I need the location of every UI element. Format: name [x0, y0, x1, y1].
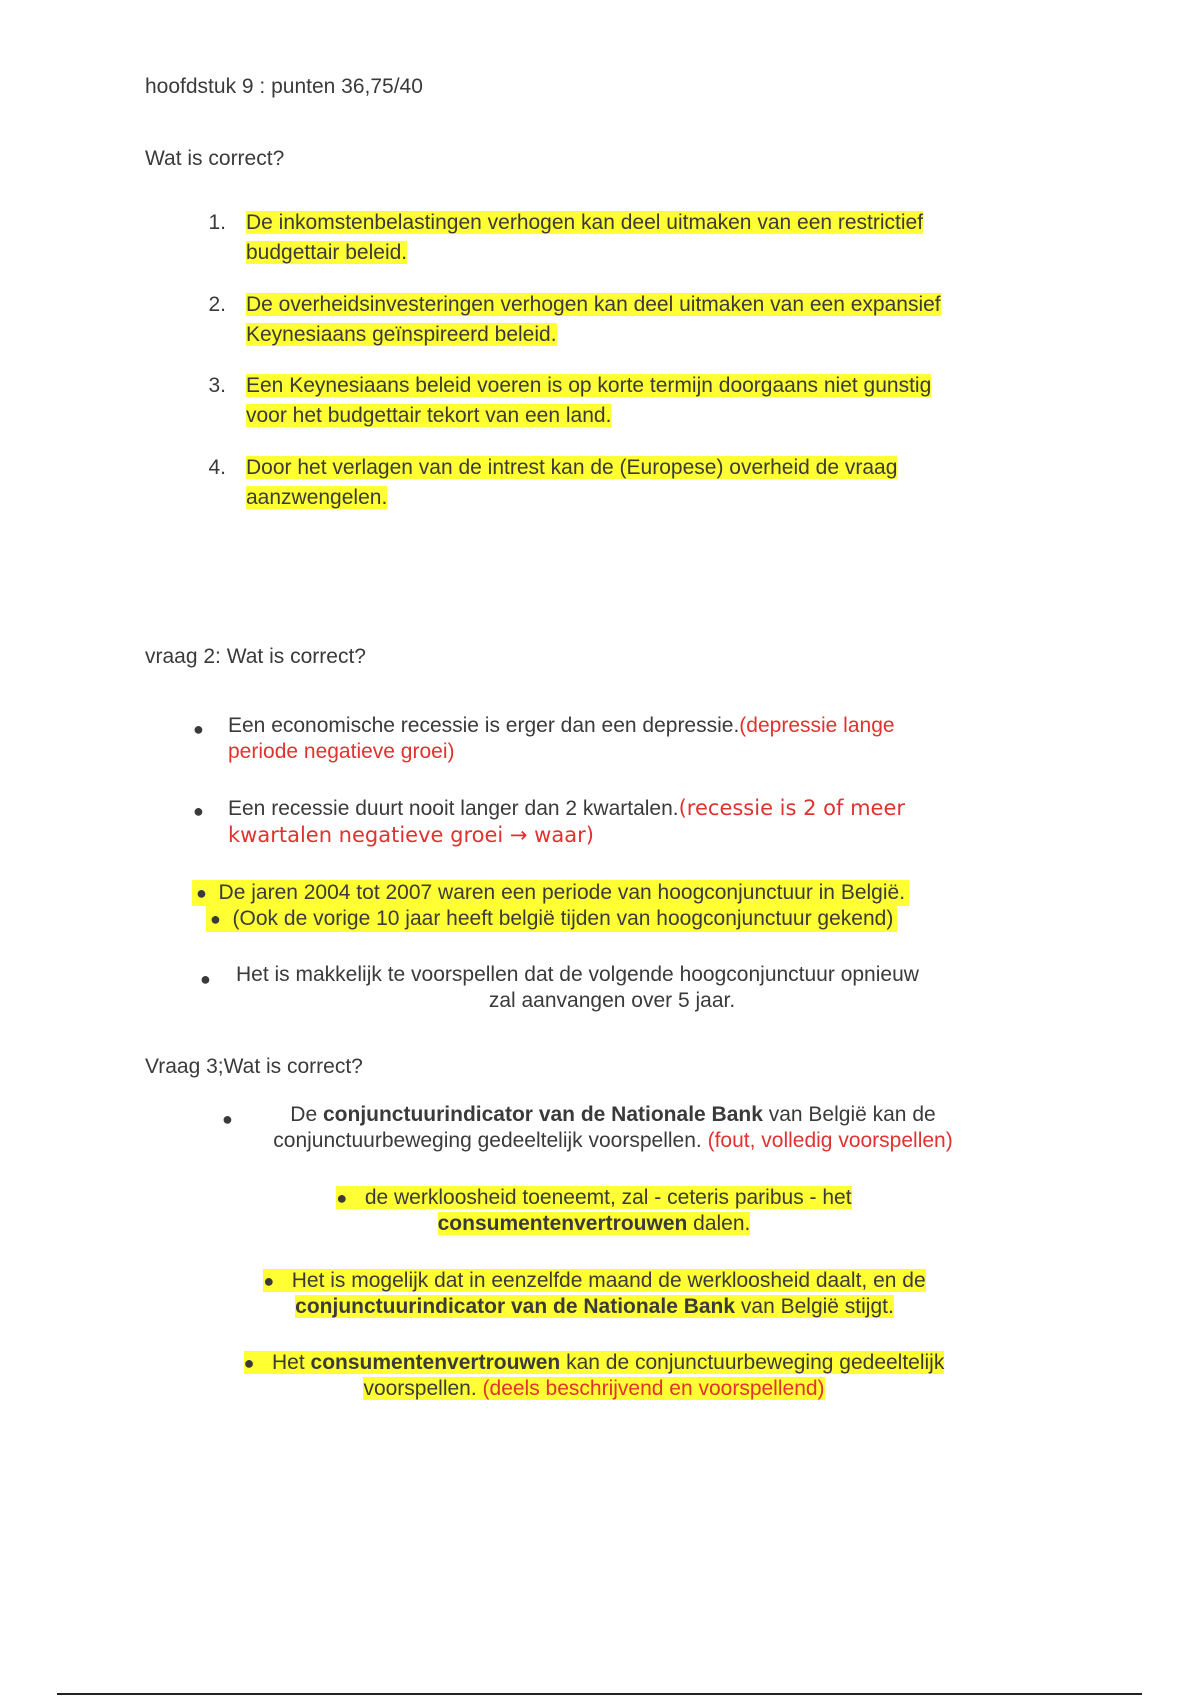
option-text: dalen.: [687, 1212, 751, 1235]
option-text-line: budgettair beleid.: [246, 241, 408, 264]
option-text-line: Door het verlagen van de intrest kan de (Europese) overheid de vraag: [246, 456, 898, 479]
option-text: Een recessie duurt nooit langer dan 2 kwartalen.: [228, 797, 679, 820]
option-text: kan de conjunctuurbeweging gedeeltelijk: [560, 1351, 945, 1374]
list-number: 3.: [208, 374, 226, 397]
list-number: 2.: [208, 293, 226, 316]
answer-note: kwartalen negatieve groei → waar): [228, 823, 594, 847]
bullet-icon: ●: [222, 1109, 233, 1129]
option-text: Het is mogelijk dat in eenzelfde maand de werkloosheid daalt, en de: [291, 1269, 926, 1292]
list-number: 4.: [208, 456, 226, 479]
option-text-line: zal aanvangen over 5 jaar.: [488, 989, 736, 1012]
option-text-bold: conjunctuurindicator van de Nationale Bank: [322, 1103, 763, 1126]
list-item: [304, 1185, 884, 1237]
bullet-icon: ●: [200, 969, 211, 989]
option-text-line: De overheidsinvesteringen verhogen kan deel uitmaken van een expansief: [246, 293, 941, 316]
option-text: voorspellen.: [363, 1377, 483, 1400]
list-item: [228, 795, 905, 849]
answer-note: periode negatieve groei): [228, 740, 455, 763]
bullet-icon: ●: [193, 719, 204, 739]
list-item: [246, 290, 941, 350]
list-item: [236, 962, 988, 1014]
list-item: [246, 208, 923, 268]
question-1-title: Wat is correct?: [145, 147, 285, 170]
option-text-line: Een Keynesiaans beleid voeren is op korte termijn doorgaans niet gunstig: [246, 374, 932, 397]
option-text: De jaren 2004 tot 2007 waren een periode van hoogconjunctuur in België.: [218, 881, 906, 904]
question-3-title: Vraag 3;Wat is correct?: [145, 1055, 363, 1078]
list-number: 1.: [208, 211, 226, 234]
bullet-icon: ●: [196, 883, 207, 903]
answer-note: (depressie lange: [739, 714, 895, 737]
option-text-line: Keynesiaans geïnspireerd beleid.: [246, 323, 557, 346]
bullet-icon: ●: [336, 1188, 348, 1208]
list-item: [246, 453, 897, 513]
option-text: van België kan de: [762, 1103, 936, 1126]
option-text-line: De inkomstenbelastingen verhogen kan deel uitmaken van een restrictief: [246, 211, 924, 234]
option-text: van België stijgt.: [735, 1295, 894, 1318]
question-2-title: vraag 2: Wat is correct?: [145, 645, 366, 668]
answer-note: (deels beschrijvend en voorspellend): [482, 1377, 825, 1400]
list-item: [192, 880, 909, 906]
option-text: (Ook de vorige 10 jaar heeft belgië tijden van hoogconjunctuur gekend): [232, 907, 894, 930]
option-text-line: aanzwengelen.: [246, 486, 388, 509]
option-text-bold: consumentenvertrouwen: [437, 1212, 688, 1235]
option-text-bold: consumentenvertrouwen: [310, 1351, 561, 1374]
list-item: [238, 1102, 988, 1154]
list-item: [202, 1350, 986, 1402]
option-text-bold: conjunctuurindicator van de Nationale Bank: [295, 1295, 736, 1318]
bullet-icon: ●: [243, 1353, 255, 1373]
page-title: hoofdstuk 9 : punten 36,75/40: [145, 75, 423, 98]
option-text: Het: [272, 1351, 311, 1374]
page-bottom-divider: [57, 1693, 1142, 1695]
list-item: [206, 906, 897, 932]
list-item: [246, 371, 931, 431]
option-text-line: voor het budgettair tekort van een land.: [246, 404, 612, 427]
option-text: Een economische recessie is erger dan een depressie.: [228, 714, 740, 737]
answer-note: (recessie is 2 of meer: [678, 796, 906, 820]
answer-note: (fout, volledig voorspellen): [707, 1129, 953, 1152]
list-item: [228, 713, 895, 765]
option-text-line: Het is makkelijk te voorspellen dat de volgende hoogconjunctuur opnieuw: [236, 963, 919, 986]
bullet-icon: ●: [210, 909, 221, 929]
option-text: conjunctuurbeweging gedeeltelijk voorspellen.: [273, 1129, 708, 1152]
bullet-icon: ●: [263, 1271, 275, 1291]
list-item: [222, 1268, 967, 1320]
option-text: De: [290, 1103, 323, 1126]
option-text: de werkloosheid toeneemt, zal - ceteris paribus - het: [364, 1186, 852, 1209]
bullet-icon: ●: [193, 801, 204, 821]
